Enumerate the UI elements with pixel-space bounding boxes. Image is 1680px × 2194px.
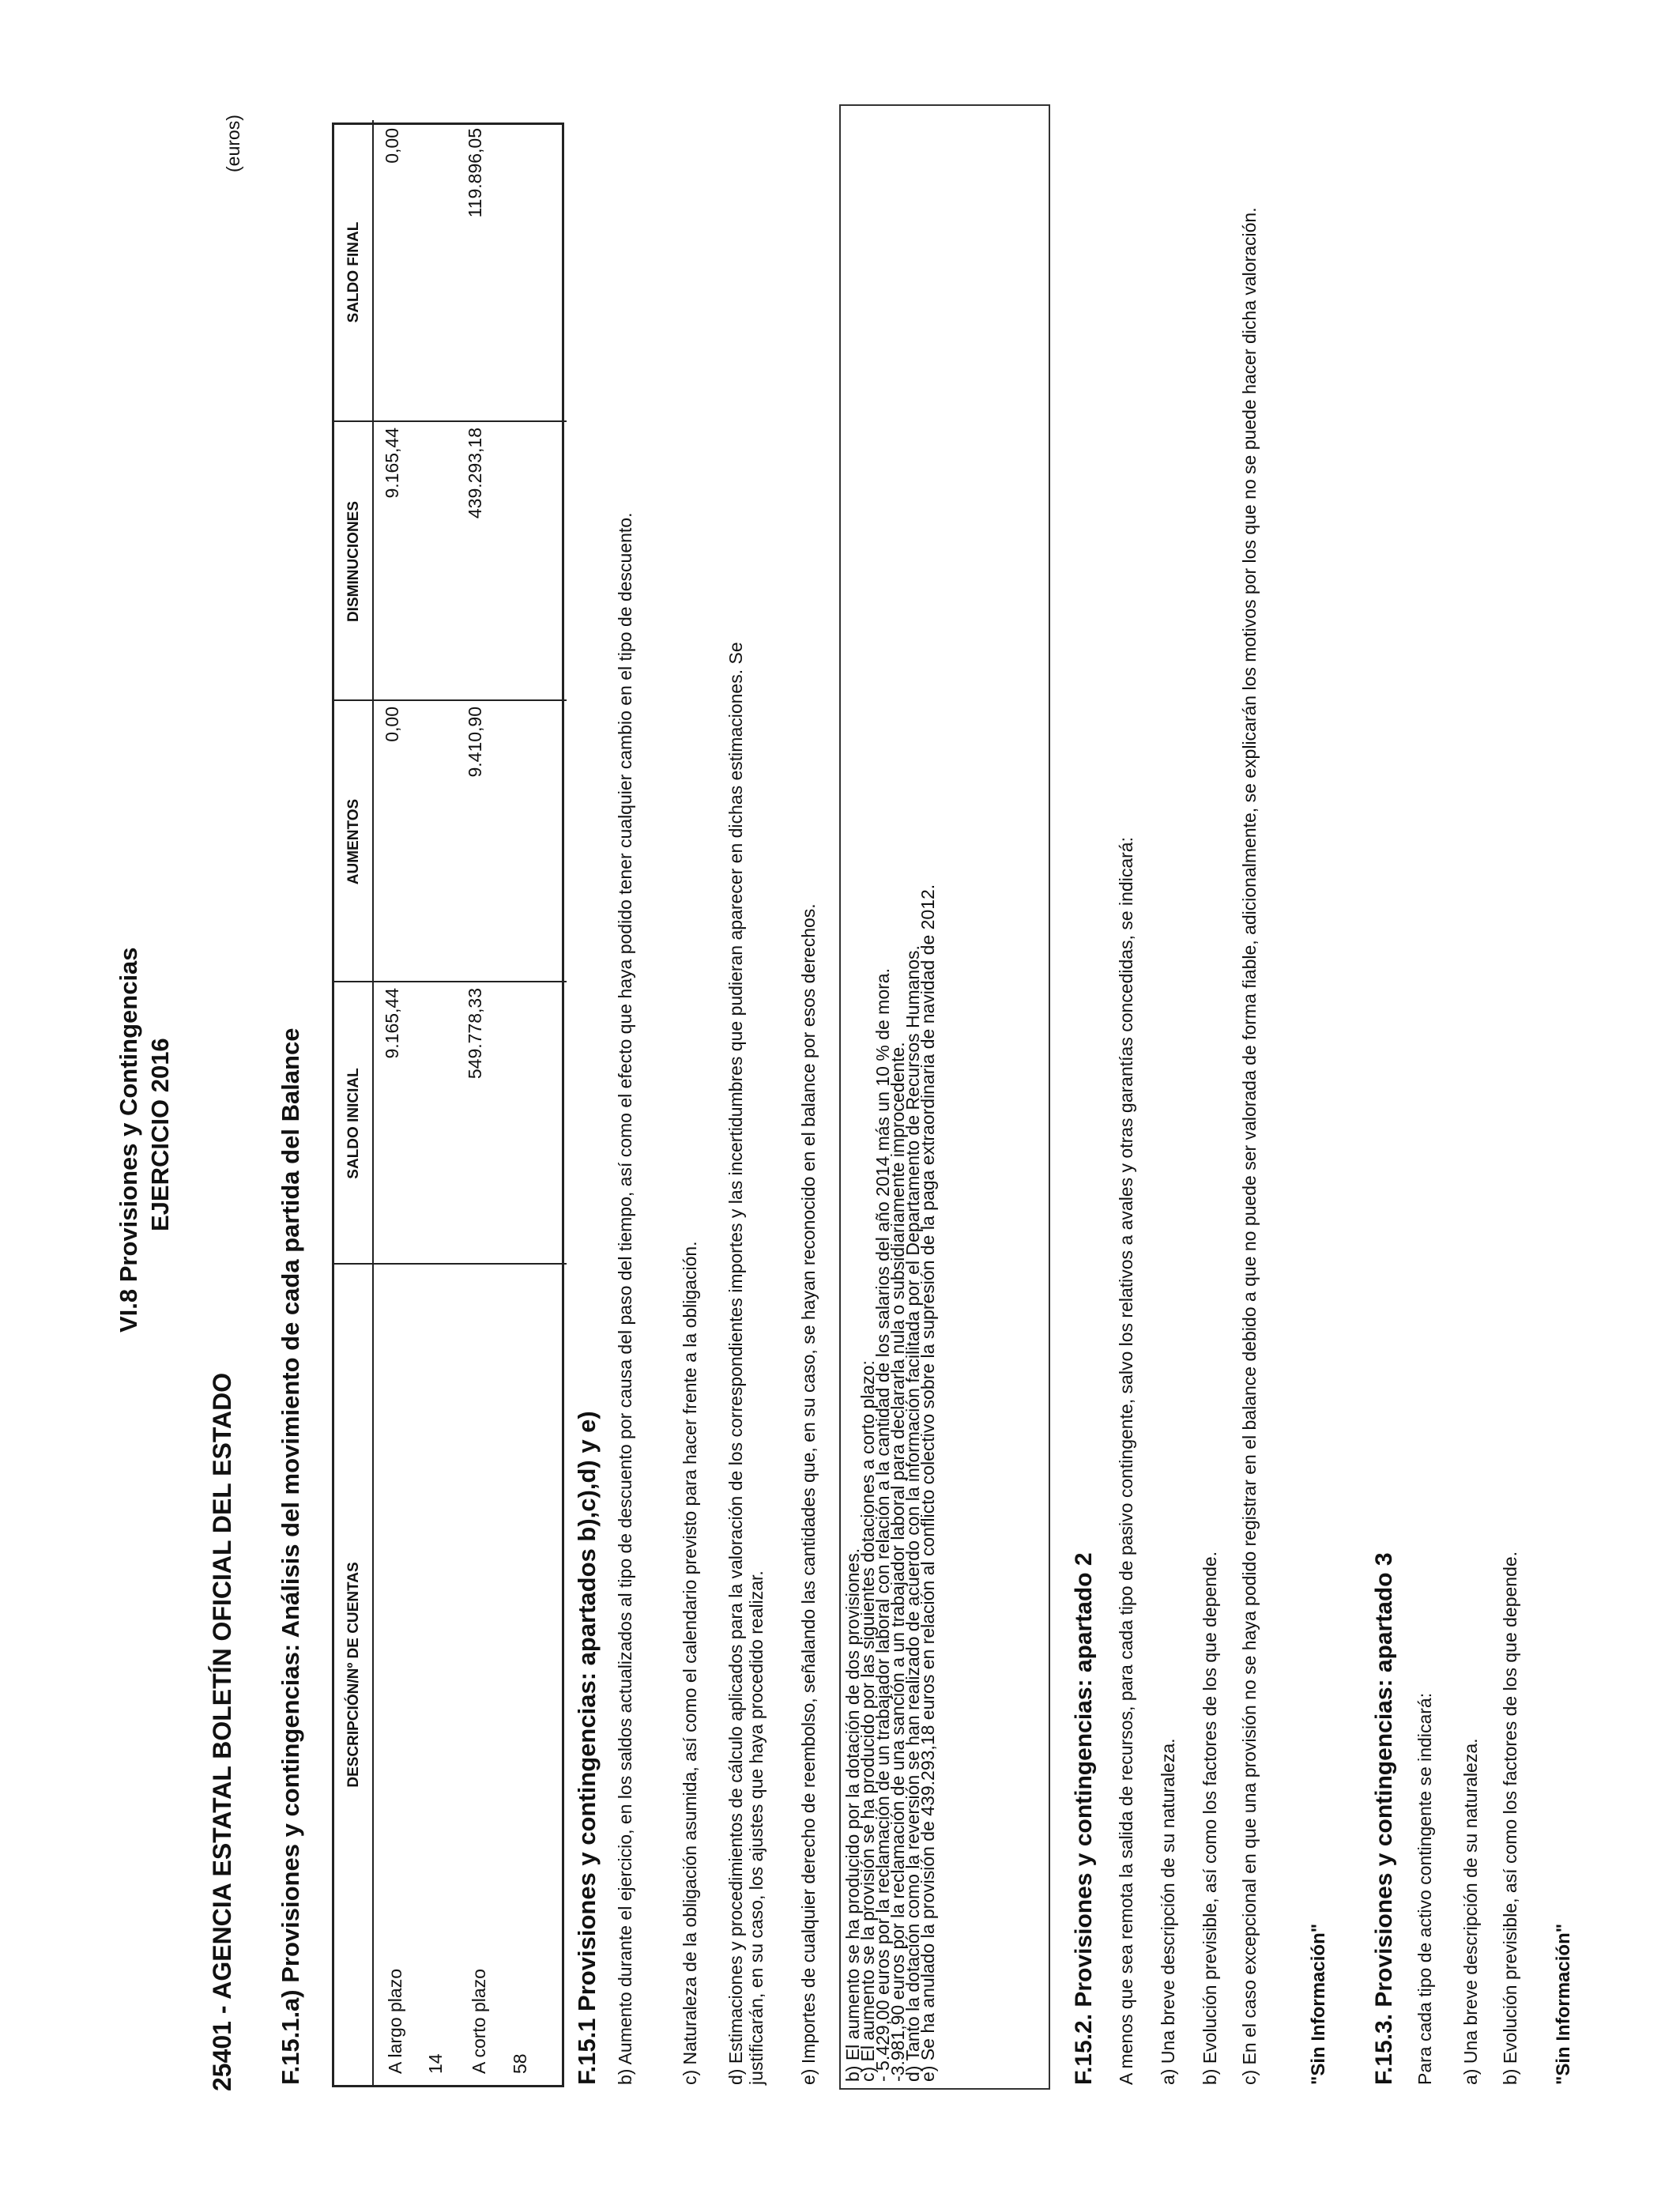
- section-2-item-a: a) Una breve descripción de su naturaleza.: [1158, 1738, 1178, 2085]
- paragraph-b: b) Aumento durante el ejercicio, en los saldos actualizados al tipo de descuento por causa del paso del tiempo, así como el efecto que haya podido tener cualquier cambio en el tipo de descuento.: [615, 512, 635, 2085]
- row-account: 14: [425, 2053, 446, 2074]
- col-header-description: DESCRIPCIÓN/Nº DE CUENTAS: [345, 1562, 362, 1788]
- section-2-intro: A menos que sea remota la salida de recursos, para cada tipo de pasivo contingente, salvo los relativos a avales y otras garantías concedidas, se indicará:: [1116, 837, 1136, 2085]
- box-line: c) El aumento se la provisión se ha producido por las siguientes dotaciones a corto plazo:: [857, 1360, 878, 2082]
- paragraph-d: d) Estimaciones y procedimientos de cálculo aplicados para la valoración de los correspondientes importes y las incertidumbres que pudieran aparecer en dichas estimaciones. Se justificarán, en su caso, los ajustes que haya procedido realizar.: [725, 642, 767, 2085]
- section-2-heading: F.15.2. Provisiones y contingencias: apartado 2: [1071, 1552, 1097, 2085]
- section-b-heading: F.15.1 Provisiones y contingencias: apartados b),c),d) y e): [573, 1411, 601, 2085]
- cell-disminuciones: 9.165,44: [382, 428, 402, 499]
- col-header-aumentos: AUMENTOS: [345, 798, 362, 885]
- section-3-item-b: b) Evolución previsible, así como los factores de los que depende.: [1500, 1551, 1520, 2085]
- box-line: -3.981,90 euros por la reclamación de una sanción a un trabajador laboral para declararla nula o subsidiariamente improcedente.: [887, 1042, 908, 2082]
- entity-name: 25401 - AGENCIA ESTATAL BOLETÍN OFICIAL DEL ESTADO: [208, 1372, 236, 2091]
- section-3-item-a: a) Una breve descripción de su naturaleza.: [1460, 1738, 1481, 2085]
- row-account: 58: [510, 2053, 530, 2074]
- col-header-disminuciones: DISMINUCIONES: [345, 500, 362, 623]
- section-3-intro: Para cada tipo de activo contingente se indicará:: [1414, 1692, 1435, 2085]
- section-3-heading: F.15.3. Provisiones y contingencias: apartado 3: [1371, 1552, 1397, 2085]
- page-title: VI.8 Provisiones y Contingencias: [115, 947, 142, 1333]
- row-desc: A largo plazo: [385, 1969, 405, 2074]
- box-line: d) Tanto la dotación como la reversión se han realizado de acuerdo con la información facilitada por el Departamento de Recursos Humanos.: [902, 945, 923, 2082]
- movement-table: [332, 123, 564, 2087]
- paragraph-c: c) Naturaleza de la obligación asumida, así como el calendario previsto para hacer frente a la obligación.: [680, 1241, 700, 2085]
- cell-saldo-inicial: 549.778,33: [465, 988, 485, 1080]
- box-line: e) Se ha anulado la provisión de 439.293,18 euros en relación al conflicto colectivo sobre la supresión de la paga extraordinaria de navidad de 2012.: [917, 884, 938, 2082]
- section-2-item-c: c) En el caso excepcional en que una provisión no se haya podido registrar en el balance debido a que no puede ser valorada de forma fiable, adicionalmente, se explicarán los motivos por los que no se puede hacer dicha valoración.: [1239, 207, 1260, 2085]
- cell-saldo-inicial: 9.165,44: [382, 988, 402, 1059]
- cell-aumentos: 9.410,90: [465, 707, 485, 778]
- cell-disminuciones: 439.293,18: [465, 428, 485, 519]
- col-header-saldo-final: SALDO FINAL: [345, 221, 362, 323]
- col-header-saldo-inicial: SALDO INICIAL: [345, 1068, 362, 1179]
- section-a-heading: F.15.1.a) Provisiones y contingencias: Análisis del movimiento de cada partida del Balance: [277, 1027, 304, 2085]
- exercise-year: EJERCICIO 2016: [146, 1038, 174, 1231]
- cell-aumentos: 0,00: [382, 707, 402, 742]
- response-box: [839, 104, 1050, 2090]
- row-desc: A corto plazo: [469, 1969, 489, 2074]
- section-2-note: "Sin Información": [1308, 1923, 1329, 2085]
- units-label: (euros): [223, 115, 243, 172]
- section-3-note: "Sin Información": [1553, 1923, 1574, 2085]
- paragraph-e: e) Importes de cualquier derecho de reembolso, señalando las cantidades que, en su caso, se hayan reconocido en el balance por esos derechos.: [798, 903, 819, 2085]
- box-line: b) El aumento se ha producido por la dotación de dos provisiones.: [842, 1547, 863, 2082]
- cell-saldo-final: 0,00: [382, 128, 402, 164]
- section-2-item-b: b) Evolución previsible, así como los factores de los que depende.: [1200, 1551, 1220, 2085]
- box-line: - 5.429,00 euros por la reclamación de un trabajador laboral con relación a la cantidad de los salarios del año 2014 más un 10 % de mora.: [872, 968, 893, 2082]
- cell-saldo-final: 119.896,05: [465, 128, 485, 218]
